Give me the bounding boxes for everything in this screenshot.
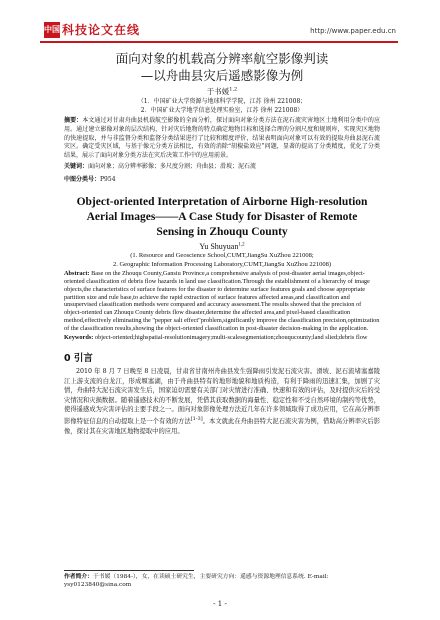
english-author bbox=[64, 242, 380, 251]
page-number: - 1 - bbox=[213, 600, 227, 608]
citation-ref[interactable]: [1-3] bbox=[190, 415, 203, 422]
classification-label: 中图分类号： bbox=[64, 175, 101, 183]
page-header bbox=[0, 0, 440, 44]
chinese-abstract bbox=[64, 117, 380, 161]
footnote-text: 于书媛（1984-），女，在读硕士研究生，主要研究方向：遥感与资源地理信息系统. E-mail: ysy0123840@sina.com bbox=[64, 574, 329, 588]
classification-number bbox=[64, 174, 380, 183]
author-name: 于书媛 bbox=[206, 87, 230, 96]
introduction-text-tail: 。本文就此在舟曲县特大泥石流灾害为例，借助高分辨率灾后影像，探讨其在灾害地区地物提取中的应用。 bbox=[64, 418, 381, 435]
english-author-superscript: 1,2 bbox=[238, 242, 245, 248]
chinese-abstract-text: 本文通过对甘肃舟曲县机载航空影像的全面分析，探讨面向对象分类方法在泥石流灾害地区土地利用分类中的应用。通过建立影像对象的层次结构，针对灾后地物的特点确定地物目标和选择合理的分割尺度和规则库，实现灾区地物的快速提取，并与非监督分类和监督分类结果进行了比较和精度评价，结果表明面向对象可以有效的提取舟曲县泥石流灾区。确定受灾区域，与基于像元分类方法相比，有效的消除“胡椒盐效应”问题，显著的提高了分类精度，优化了分类结果，展示了面向对象分类方法在灾后决策工作中的应用前景。 bbox=[64, 117, 380, 160]
english-keywords-label: Keywords: bbox=[64, 334, 94, 342]
chinese-abstract-label: 摘要： bbox=[64, 117, 83, 124]
english-abstract-label: Abstract: bbox=[64, 269, 90, 277]
english-abstract bbox=[64, 270, 380, 333]
paper-body bbox=[64, 50, 380, 436]
english-abstract-text: Base on the Zhouqu County,Gansiu Province,a comprehensive analysis of post-disaster aerial images,object-oriented classification of debris flow hazards in land use classification.Through the establishment of a hierarchy of image objects,the characteristics of surface features for the disaster to determine surface features goals and choose appropriate partition size and rule base,to achieve the rapid extraction of surface features affected areas,and classification and unsupervised classification methods were compared and accuracy assessment.The results showed that the precision of object-oriented can Zhouqu County debris flow disaster,determine the affected area,and pixel-based classification method,effectively eliminating the "pepper salt effect"problem,significantly improve the classification precision,optimization of the classification results,showing the object-oriented classification in post-disaster decision-making in the application. bbox=[64, 269, 380, 333]
introduction-text: 2010 年 8 月 7 日晚至 8 日凌晨，甘肃省甘南州舟曲县发生强降雨引发泥石流灾害。滑坡、泥石流堵塞嘉陵江上游支流的白龙江，形成堰塞湖，由于舟曲县特有的地形地貌和地质构造，有利于降雨的迅速汇集，加剧了灾情，舟曲特大泥石流灾害发生后，国家迫切需要有关部门对灾情进行准确、快速和有效的评估，及时提供灾后的受灾情况和灾损数据。随着遥感技术的不断发展，凭借其获取数据的海量性、稳定性和不受自然环境的制约等优势，使得遥感成为灾害评估的主要手段之一。面向对象影像处理方法近几年在许多领域取得了成功应用，它在高分辨率影像特征信息的自动提取上是一个有效的方法 bbox=[64, 367, 380, 425]
site-url[interactable]: http://www.paper.edu.cn bbox=[310, 27, 396, 35]
chinese-keywords-text: 面向对象；高分辨率影像；多尺度分割；舟曲县；滑坡；泥石流 bbox=[88, 162, 257, 170]
chinese-title bbox=[64, 50, 380, 84]
author-footnote bbox=[64, 573, 380, 589]
english-keywords-text: object-oriented;highspatial-resolutionimagery;multi-scalesegmentation;zhouqucounty;land slied;debris flow bbox=[93, 334, 368, 342]
english-keywords bbox=[64, 334, 380, 342]
section-heading-introduction: 0 引言 bbox=[64, 352, 93, 364]
chinese-keywords bbox=[64, 163, 380, 172]
chinese-keywords-label: 关键词： bbox=[64, 162, 89, 170]
chinese-author bbox=[64, 86, 380, 97]
header-divider bbox=[40, 41, 398, 43]
chinese-affiliation-1: （1．中国矿业大学资源与地球科学学院，江苏 徐州 221008； bbox=[137, 98, 307, 105]
english-affiliation-2: 2. Geographic Information Processing Laboratory,CUMT,JiangSu XuZhou 221008) bbox=[112, 260, 332, 268]
english-affiliation-1: (1. Resource and Geoscience School,CUMT,JiangSu XuZhou 221008; bbox=[130, 251, 314, 259]
chinese-affiliation-2: 2．中国矿业大学地学信息处理实验室，江苏 徐州 221008） bbox=[140, 107, 304, 114]
english-title-line2: Aerial Images——A Case Study for Disaster of Remote bbox=[86, 210, 358, 223]
footnote-divider bbox=[64, 570, 194, 571]
english-title-line3: Sensing in Zhouqu County bbox=[156, 225, 288, 238]
english-author-name: Yu Shuyuan bbox=[199, 241, 239, 251]
chinese-title-line2: —以舟曲县灾后遥感影像为例 bbox=[140, 68, 304, 83]
classification-value: P954 bbox=[100, 175, 116, 183]
english-title-line1: Object-oriented Interpretation of Airborne High-resolution bbox=[76, 195, 368, 208]
introduction-paragraph bbox=[64, 367, 380, 436]
author-superscript: 1,2 bbox=[229, 86, 238, 93]
footnote-label: 作者简介： bbox=[64, 574, 93, 580]
site-logo-text: 科技论文在线 bbox=[62, 23, 141, 37]
english-title bbox=[64, 195, 380, 240]
chinese-title-line1: 面向对象的机载高分辨率航空影像判读 bbox=[115, 51, 329, 66]
site-logo-badge: 中国 bbox=[44, 22, 60, 38]
